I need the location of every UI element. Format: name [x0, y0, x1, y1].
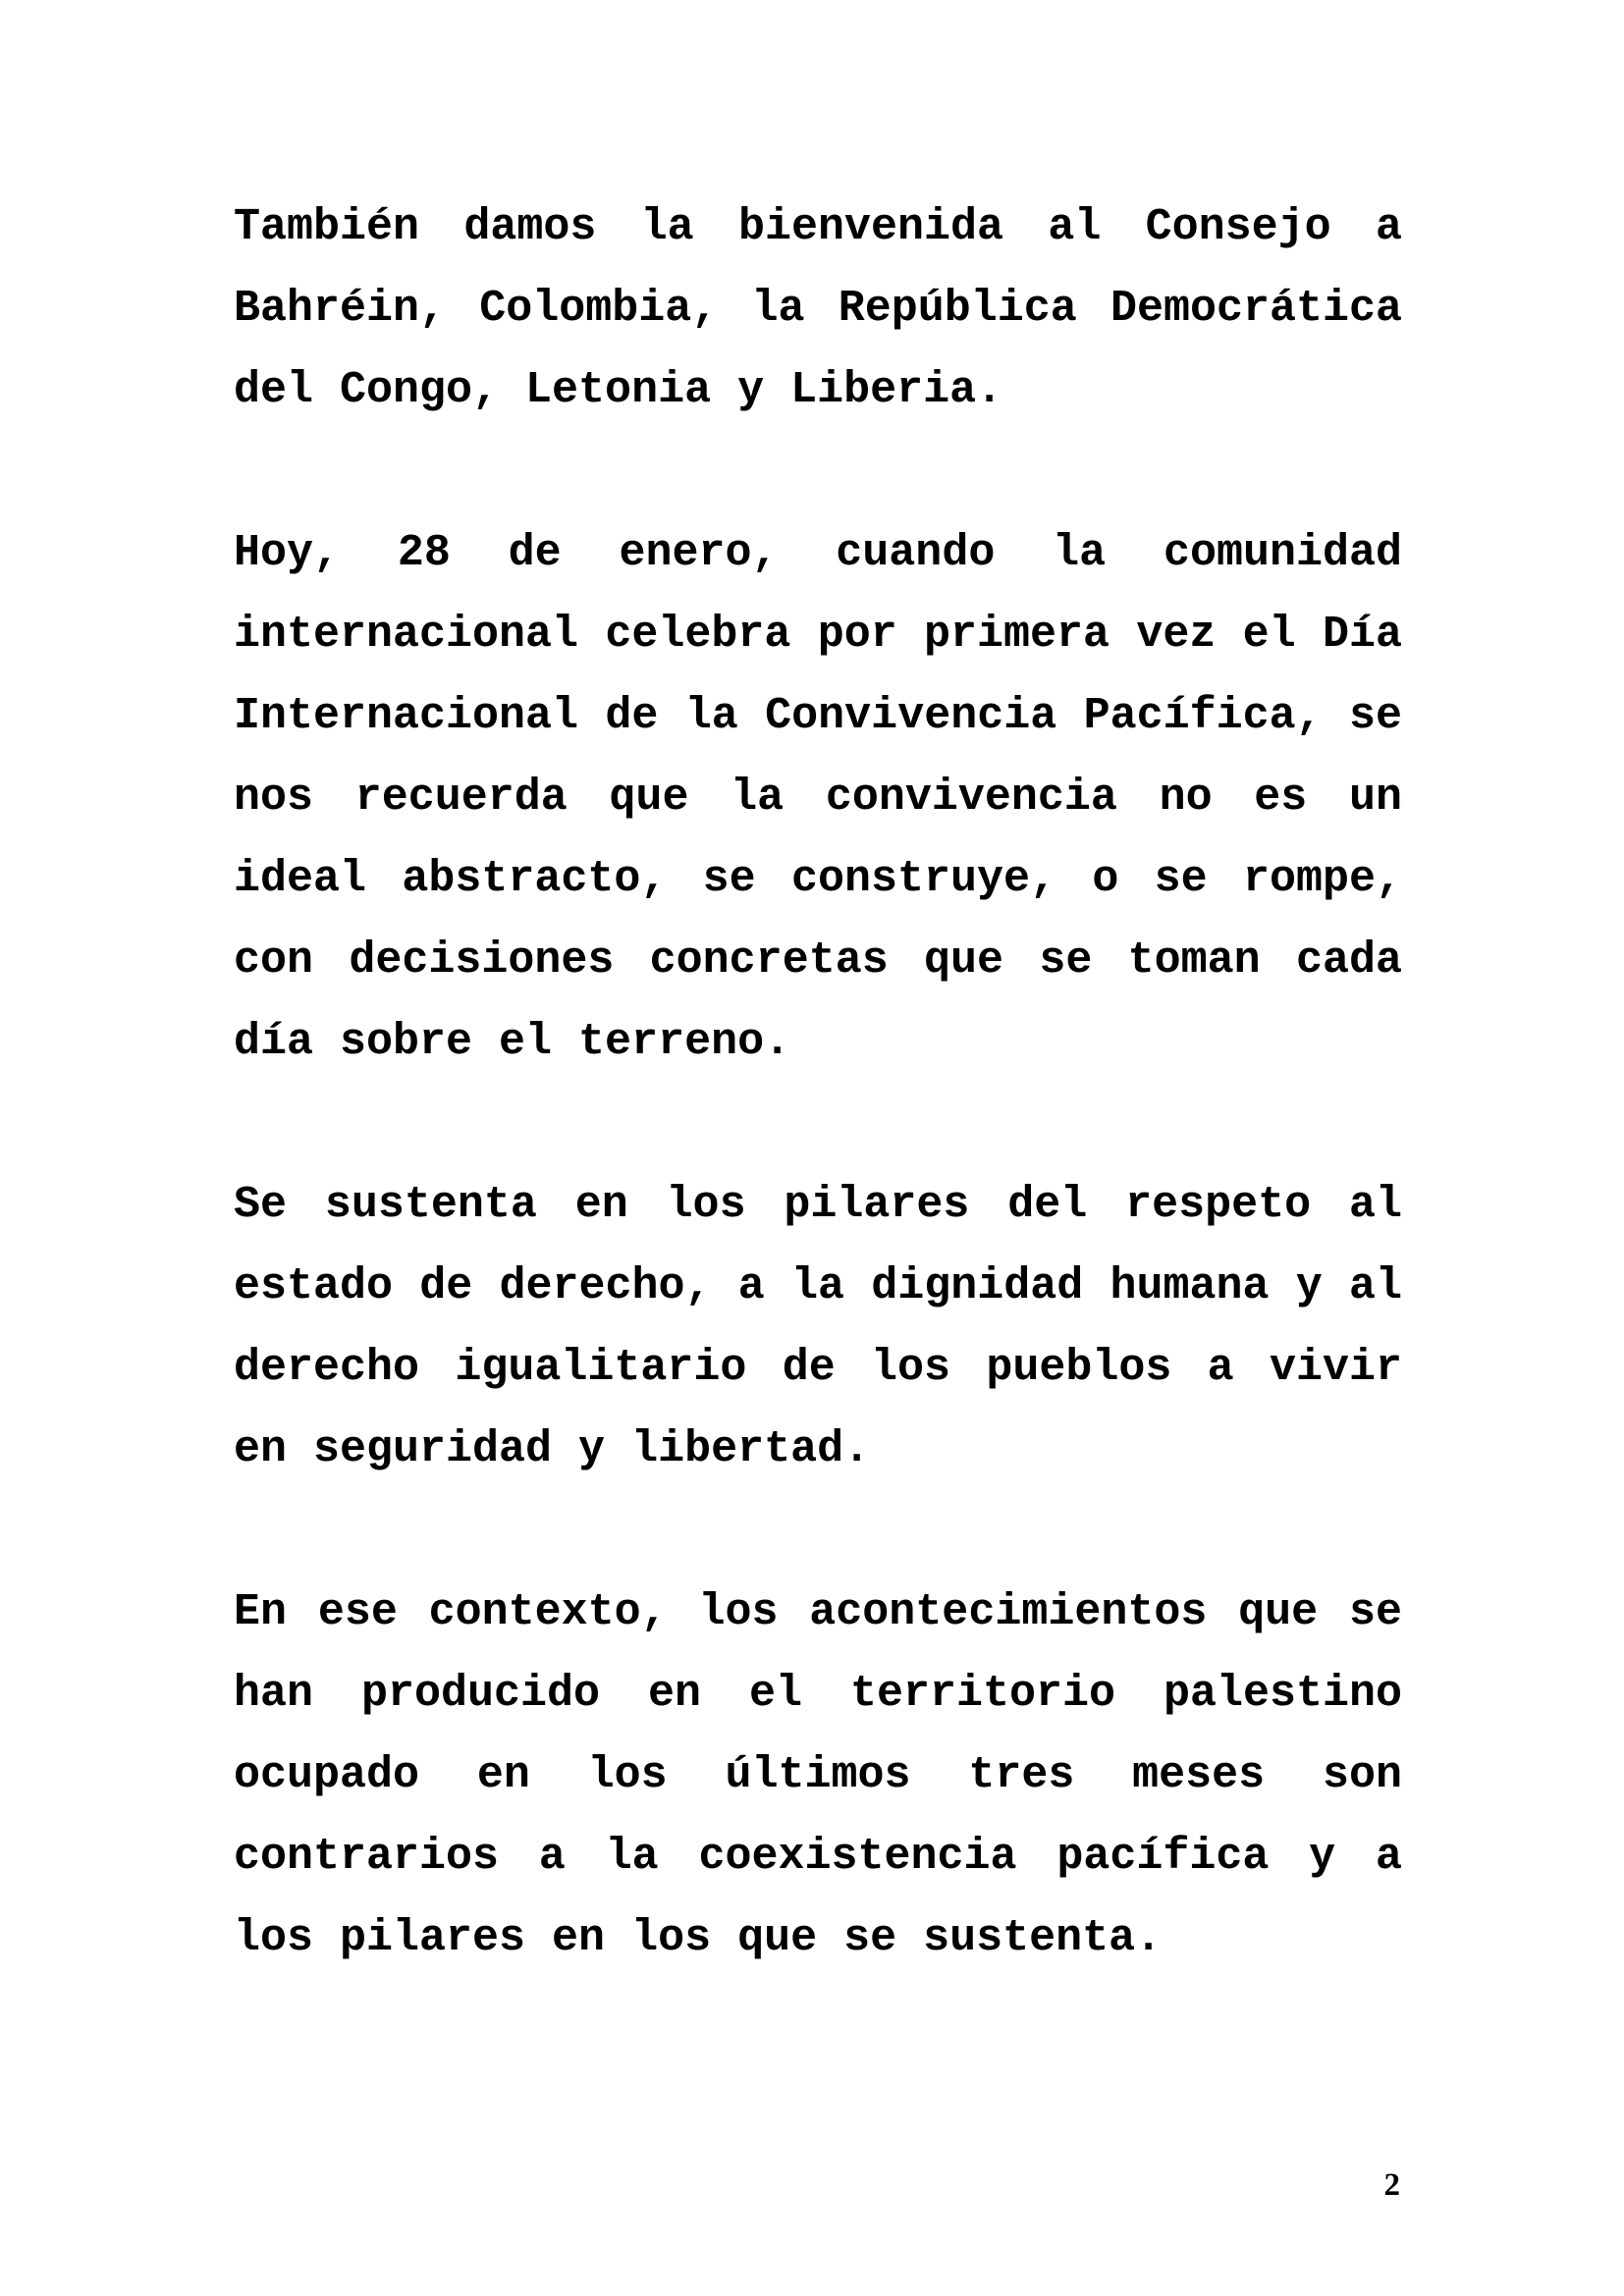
document-body	[234, 187, 1402, 1979]
paragraph-peaceful-coexistence-day: Hoy, 28 de enero, cuando la comunidad internacional celebra por primera vez el Día Internacional de la Convivencia Pacífica, se nos recuerda que la convivencia no es un ideal abstracto, se construye, o se rompe, con decisiones concretas que se toman cada día sobre el terreno.	[234, 528, 1402, 1067]
paragraph-pillars: Se sustenta en los pilares del respeto al estado de derecho, a la dignidad humana y al derecho igualitario de los pueblos a vivir en seguridad y libertad.	[234, 1180, 1402, 1474]
paragraph-occupied-territory: En ese contexto, los acontecimientos que se han producido en el territorio palestino ocupado en los últimos tres meses son contrarios a la coexistencia pacífica y a los pilares en los que se sustenta.	[234, 1587, 1402, 1963]
page-number: 2	[1383, 2167, 1400, 2203]
paragraph-welcome: También damos la bienvenida al Consejo a Bahréin, Colombia, la República Democrática del Congo, Letonia y Liberia.	[234, 202, 1402, 415]
